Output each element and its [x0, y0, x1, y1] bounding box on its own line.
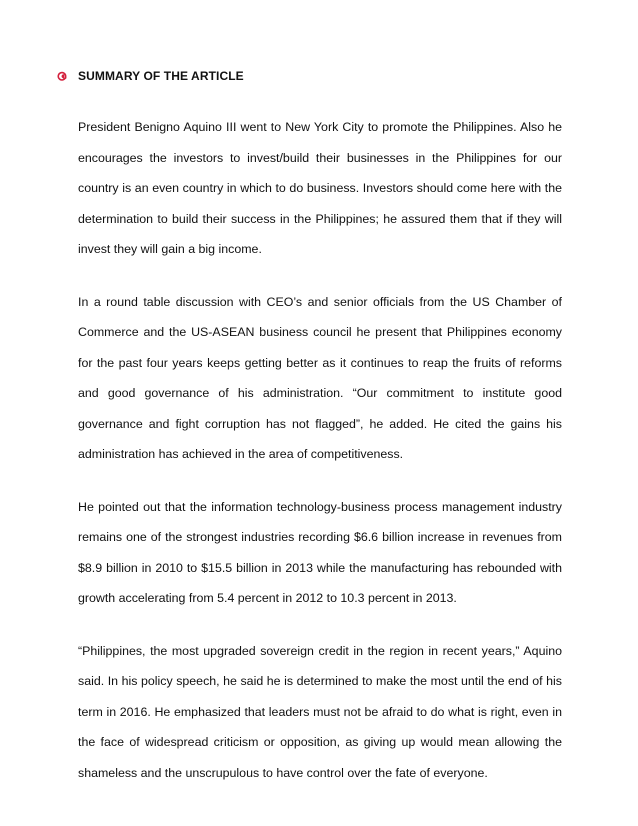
paragraph-3: He pointed out that the information technology-business process management industry remains one of the strongest industries recording $6.6 billion increase in revenues from $8.9 billion in 2010 to $15.5 billion in 2013 while the manufacturing has rebounded with growth accelerating from 5.4 percent in 2012 to 10.3 percent in 2013.	[78, 499, 562, 605]
page-title: SUMMARY OF THE ARTICLE	[78, 69, 244, 83]
paragraph-2: In a round table discussion with CEO’s and senior officials from the US Chamber of Commerce and the US-ASEAN business council he present that Philippines economy for the past four years keeps getting better as it continues to reap the fruits of reforms and good governance of his administration. “Our commitment to institute good governance and fight corruption has not flagged”, he added. He cited the gains his administration has achieved in the area of competitiveness.	[78, 294, 562, 461]
section-heading-row	[56, 66, 244, 86]
paragraph-4: “Philippines, the most upgraded sovereign credit in the region in recent years,” Aquino said. In his policy speech, he said he is determined to make the most until the end of his term in 2016. He emphasized that leaders must not be afraid to do what is right, even in the face of widespread criticism or opposition, as giving up would mean allowing the shameless and the unscrupulous to have control over the fate of everyone.	[78, 643, 562, 780]
paragraph-1: President Benigno Aquino III went to New York City to promote the Philippines. Also he encourages the investors to invest/build their businesses in the Philippines for our country is an even country in which to do business. Investors should come here with the determination to build their success in the Philippines; he assured them that if they will invest they will gain a big income.	[78, 120, 562, 256]
spiral-bullet-icon	[56, 70, 69, 83]
article-body	[78, 112, 562, 810]
